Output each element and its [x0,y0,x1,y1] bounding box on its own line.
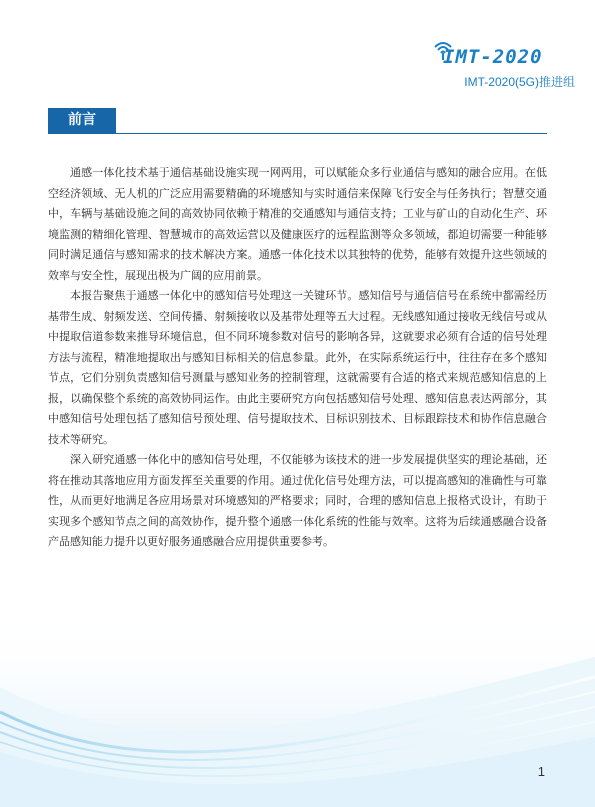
paragraph-1: 通感一体化技术基于通信基础设施实现一网两用，可以赋能众多行业通信与感知的融合应用。在低空经济领域、无人机的广泛应用需要精确的环境感知与实时通信来保障飞行安全与任务执行；智慧交通中，车辆与基础设施之间的高效协同依赖于精准的交通感知与通信支持；工业与矿山的自动化生产、环境监测的精细化管理、智慧城市的高效运营以及健康医疗的远程监测等众多领域，都迫切需要一种能够同时满足通信与感知需求的技术解决方案。通感一体化技术以其独特的优势，能够有效提升这些领域的效率与安全性，展现出极为广阔的应用前景。 [48,166,547,282]
paragraph-2: 本报告聚焦于通感一体化中的感知信号处理这一关键环节。感知信号与通信信号在系统中都需经历基带生成、射频发送、空间传播、射频接收以及基带处理等五大过程。无线感知通过接收无线信号或从中提取信道参数来推导环境信息，但不同环境参数对信号的影响各异，这就要求必须有合适的信号处理方法与流程，精准地提取出与感知目标相关的信息参量。此外，在实际系统运行中，往往存在多个感知节点，它们分别负责感知信号测量与感知业务的控制管理，这就需要有合适的格式来规范感知信息的上报，以确保整个系统的高效协同运作。由此主要研究方向包括感知信号处理、感知信息表达两部分，其中感知信号处理包括了感知信号预处理、信号提取技术、目标识别技术、目标跟踪技术和协作信息融合技术等研究。 [48,289,547,446]
decorative-wave [0,617,595,807]
imt2020-logo [431,38,551,72]
section-title: 前言 [48,108,116,133]
paragraph-3: 深入研究通感一体化中的感知信号处理，不仅能够为该技术的进一步发展提供坚实的理论基础，还将在推动其落地应用方面发挥至关重要的作用。通过优化信号处理方法，可以提高感知的准确性与可靠性，从而更好地满足各应用场景对环境感知的严格要求；同时，合理的感知信息上报格式设计，有助于实现多个感知节点之间的高效协作，提升整个通感一体化系统的性能与效率。这将为后续通感融合设备产品感知能力提升以更好服务通感融合应用提供重要参考。 [48,453,547,548]
section-divider [48,133,547,134]
org-name: IMT-2020(5G)推进组 [464,75,575,89]
logo-text: IMT-2020 [443,46,543,68]
body-text [48,163,547,553]
page-number: 1 [537,764,545,779]
